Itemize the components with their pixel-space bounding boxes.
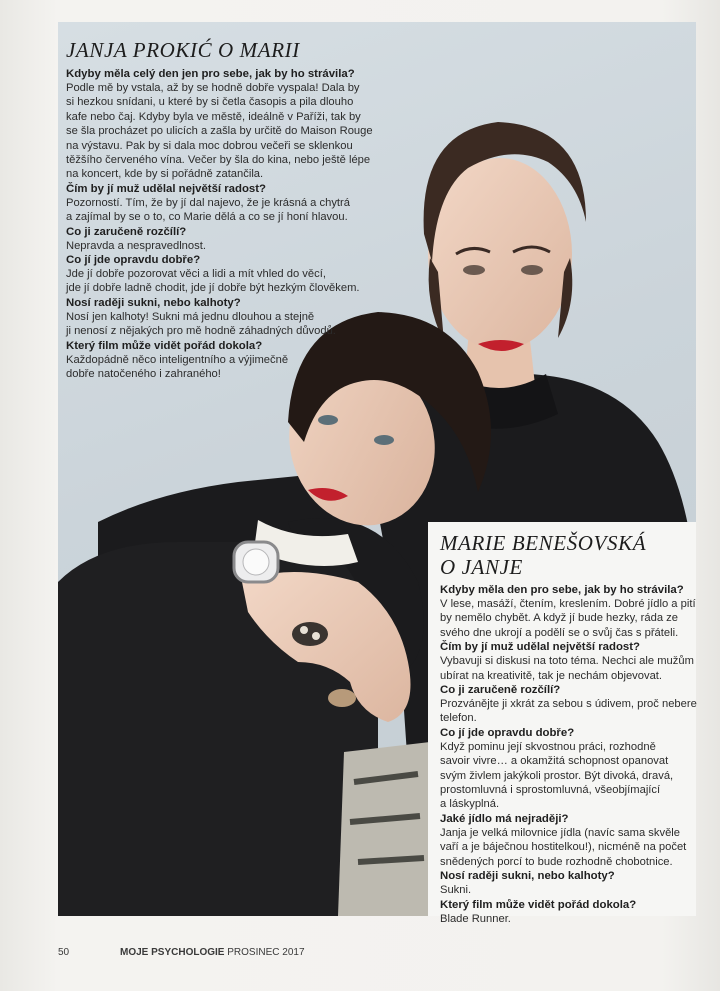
- question: Kdyby měla den pro sebe, jak by ho strávila?: [440, 584, 684, 596]
- qa-item: [66, 67, 386, 182]
- answer: [66, 310, 386, 339]
- answer: [66, 267, 386, 296]
- page-number: 50: [58, 947, 70, 958]
- answer-line: snědených porcí to bude rozhodně chobotnice.: [440, 855, 673, 868]
- qa-item: [66, 182, 386, 225]
- answer: [440, 654, 692, 683]
- question: Čím by jí muž udělal největší radost?: [440, 641, 641, 654]
- janja-about-marie-section: [66, 38, 386, 382]
- answer-line: na koncert, kde by si pořádně zatančila.: [66, 168, 264, 181]
- answer-line: svým živlem jakýkoli prostor. Být divoká, dravá,: [440, 769, 674, 782]
- answer: [440, 912, 692, 926]
- answer-line: Nepravda a nespravedlnost.: [66, 239, 206, 252]
- qa-item: [440, 583, 696, 640]
- qa-item: [440, 683, 697, 726]
- qa-item: [66, 339, 386, 382]
- question: Co jí jde opravdu dobře?: [440, 726, 575, 739]
- answer-line: ubírat na kreativitě, tak je nechám objevovat.: [440, 669, 663, 682]
- question: Který film může vidět pořád dokola?: [66, 339, 263, 352]
- answer-line: Pozorností. Tím, že by jí dal najevo, že je krásná a chytrá: [66, 196, 350, 209]
- answer-line: svého dne ukrojí a podělí se o svůj čas s přáteli.: [440, 626, 679, 639]
- question: Nosí raději sukni, nebo kalhoty?: [66, 296, 241, 309]
- question: Čím by jí muž udělal největší radost?: [66, 182, 267, 195]
- answer-line: dobře natočeného i zahraného!: [66, 368, 221, 381]
- answer-line: a láskyplná.: [440, 798, 500, 811]
- qa-item: [66, 296, 386, 339]
- answer-line: V lese, masáží, čtením, kreslením. Dobré jídlo a pití: [440, 598, 696, 610]
- question: Nosí raději sukni, nebo kalhoty?: [440, 870, 615, 883]
- answer-line: těžšího červeného vína. Večer by šla do kina, nebo ještě lépe: [66, 154, 371, 167]
- question: Co ji zaručeně rozčílí?: [66, 225, 187, 238]
- qa-item: [440, 869, 692, 897]
- answer-line: se šla procházet po ulicích a zašla by určitě do Maison Rouge: [66, 125, 373, 138]
- answer-line: by nemělo chybět. A když jí bude hezky, ráda ze: [440, 612, 678, 625]
- question: Jaké jídlo má nejraději?: [440, 812, 569, 825]
- section-heading: [440, 531, 692, 579]
- qa-item: [440, 640, 692, 683]
- heading-line: MARIE BENEŠOVSKÁ: [440, 531, 647, 555]
- answer-line: si hezkou snídani, u které by si četla časopis a pila dlouho: [66, 96, 354, 109]
- answer: [66, 196, 386, 225]
- answer-line: Když pominu její skvostnou práci, rozhodně: [440, 740, 656, 753]
- issue-date: PROSINEC 2017: [227, 947, 305, 958]
- answer-line: Janja je velká milovnice jídla (navíc sama skvěle: [440, 826, 681, 839]
- marie-about-janja-section: [440, 531, 697, 926]
- answer: [440, 826, 692, 869]
- answer-line: Blade Runner.: [440, 912, 511, 925]
- question: Kdyby měla celý den jen pro sebe, jak by ho strávila?: [66, 68, 355, 80]
- answer-line: savoir vivre… a okamžitá schopnost opanovat: [440, 755, 669, 768]
- answer-line: Prozvánějte ji xkrát za sebou s údivem, proč nebere: [440, 698, 697, 711]
- answer: [440, 597, 696, 640]
- answer-line: kafe nebo čaj. Kdyby byla ve městě, ideálně v Paříži, tak by: [66, 110, 361, 123]
- answer-line: vaří a je báječnou hostitelkou!), nicméně na počet: [440, 841, 687, 854]
- answer-line: na výstavu. Pak by si dala moc dobrou večeři se sklenkou: [66, 139, 353, 152]
- magazine-name: MOJE PSYCHOLOGIE: [120, 947, 225, 958]
- qa-item: [440, 726, 692, 812]
- footer-masthead: [120, 947, 305, 958]
- answer: [440, 740, 692, 812]
- qa-item: [66, 225, 386, 253]
- answer-line: a zajímal by se o to, co Marie dělá a co se jí honí hlavou.: [66, 211, 348, 224]
- answer-line: Sukni.: [440, 884, 472, 897]
- answer-line: ji nenosí z nějakých pro mě hodně záhadných důvodů.: [66, 325, 336, 338]
- question: Co ji zaručeně rozčílí?: [440, 684, 561, 697]
- answer-line: Podle mě by vstala, až by se hodně dobře vyspala! Dala by: [66, 82, 360, 94]
- qa-item: [440, 812, 692, 869]
- answer: [66, 81, 386, 182]
- answer: [440, 883, 692, 897]
- section-heading: JANJA PROKIĆ O MARII: [66, 38, 300, 62]
- heading-line: O JANJE: [440, 555, 523, 579]
- answer-line: telefon.: [440, 712, 477, 725]
- answer-line: Každopádně něco inteligentního a výjimečně: [66, 353, 289, 366]
- answer: [440, 697, 697, 726]
- question: Který film může vidět pořád dokola?: [440, 898, 637, 911]
- answer-line: Vybavuji si diskusi na toto téma. Nechci ale mužům: [440, 655, 694, 668]
- answer-line: prostomluvná i sprostomluvná, všeobjímající: [440, 784, 661, 797]
- question: Co jí jde opravdu dobře?: [66, 254, 201, 267]
- qa-item: [440, 898, 692, 926]
- answer-line: Nosí jen kalhoty! Sukni má jednu dlouhou a stejně: [66, 310, 315, 323]
- qa-item: [66, 253, 386, 296]
- answer: [66, 239, 386, 253]
- answer-line: Jde jí dobře pozorovat věci a lidi a mít vhled do věcí,: [66, 268, 326, 281]
- answer-line: jde jí dobře ladně chodit, jde jí dobře být hezkým člověkem.: [66, 282, 360, 295]
- answer: [66, 353, 386, 382]
